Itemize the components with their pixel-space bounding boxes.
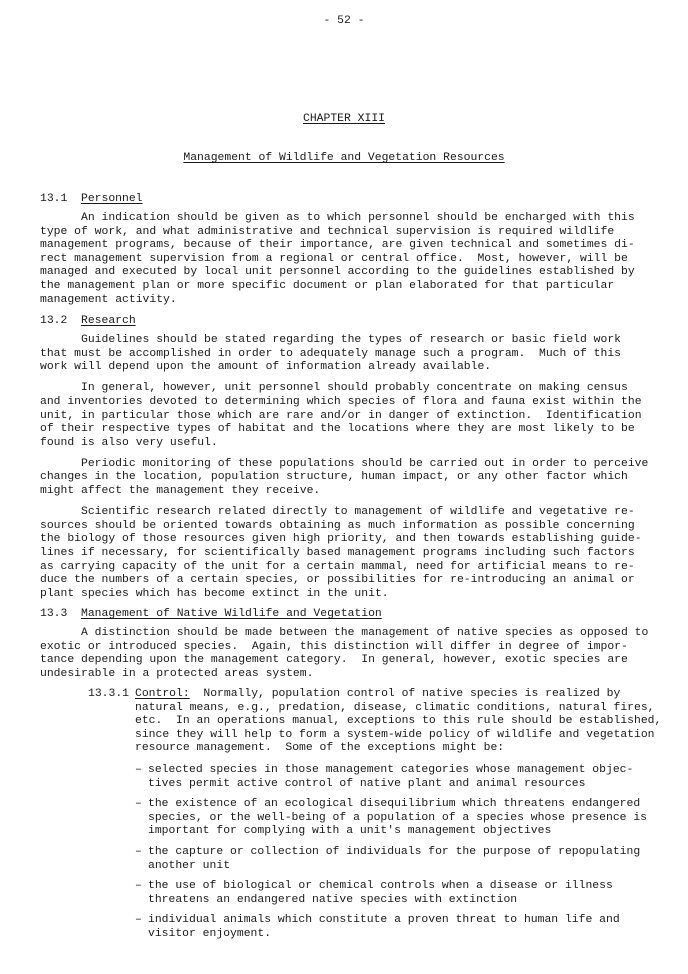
paragraph-line: exotic or introduced species. Again, this distinction will differ in degree of impor- [40,640,628,653]
paragraph-line: and inventories devoted to determining which species of flora and fauna exist within the [40,395,642,408]
subsection-number: 13.3.1 [88,688,130,700]
paragraph [40,212,660,307]
paragraph [40,382,660,450]
paragraph-line: resource management. Some of the exceptions might be: [135,742,505,755]
chapter-label [0,113,688,127]
section-number: 13.1 [40,193,68,205]
paragraph-line: sources should be oriented towards obtaining as much information as possible concerning [40,519,635,532]
chapter-number: CHAPTER XIII [302,113,386,125]
paragraph-line: An indication should be given as to which personnel should be encharged with this [81,212,635,225]
paragraph-line: Guidelines should be stated regarding the types of research or basic field work [81,334,622,347]
section-title: Personnel [81,193,143,205]
section-13-2 [40,315,660,601]
bullet-dash: – [135,914,142,926]
list-item [135,880,675,907]
section-heading [40,608,660,622]
paragraph [40,506,660,601]
paragraph-line: the biology of those resources given high priority, and then towards establishing guide- [40,533,642,546]
paragraph-line: managed and executed by local unit personnel according to the guidelines established by [40,266,635,279]
paragraph-line: might affect the management they receive. [40,485,321,498]
bullet-dash: – [135,798,142,810]
list-item-line: species, or the well-being of a population of a species whose presence is [148,811,647,824]
paragraph-line: Normally, population control of native species is realized by [189,688,621,700]
paragraph-line: since they will help to form a system-wide policy of wildlife and vegetation [135,728,655,741]
paragraph-line: etc. In an operations manual, exceptions to this rule should be established, [135,715,662,728]
paragraph-line: as carrying capacity of the unit for a certain mammal, need for artificial means to re- [40,560,635,573]
paragraph-line: work will depend upon the amount of information already available. [40,361,492,374]
section-heading [40,315,660,329]
section-13-1 [40,193,660,307]
section-heading [40,193,660,207]
paragraph [40,627,660,681]
paragraph-line: that must be accomplished in order to adequately manage such a program. Much of this [40,347,622,360]
paragraph-line: Periodic monitoring of these populations should be carried out in order to perceive [81,457,649,470]
paragraph-line: rect management supervision from a regional or central office. Most, however, will be [40,252,628,265]
paragraph [40,458,660,499]
list-item-line: visitor enjoyment. [148,927,272,940]
paragraph-line: In general, however, unit personnel should probably concentrate on making census [81,382,628,395]
paragraph [40,334,660,375]
paragraph-line: of their respective types of habitat and the locations where they are most likely to be [40,423,635,436]
list-item-line: important for complying with a unit's management objectives [148,825,552,838]
list-item-line: selected species in those management categories whose management objec- [148,764,634,776]
section-title: Research [81,315,136,327]
list-item-line: the use of biological or chemical controls when a disease or illness [148,880,613,892]
paragraph-line: undesirable in a protected areas system. [40,667,314,680]
list-item-line: individual animals which constitute a proven threat to human life and [148,914,620,926]
paragraph-line: A distinction should be made between the management of native species as opposed to [81,627,649,640]
list-item-line: tives permit active control of native plant and animal resources [148,777,586,790]
list-item-line: the existence of an ecological disequilibrium which threatens endangered [148,798,641,810]
paragraph-line: management programs, because of their importance, are given technical and sometimes di- [40,239,635,252]
paragraph-line: unit, in particular those which are rare and/or in danger of extinction. Identification [40,409,642,422]
paragraph-line: lines if necessary, for scientifically based management programs including such factors [40,546,635,559]
section-13-3 [40,608,660,681]
bullet-dash: – [135,880,142,892]
list-item [135,798,675,839]
subsection-13-3-1 [88,688,668,756]
paragraph-line: duce the numbers of a certain species, or possibilities for re-introducing an animal or [40,574,635,587]
paragraph-line: Scientific research related directly to management of wildlife and vegetative re- [81,506,635,519]
paragraph-line: the management plan or more specific document or plan elaborated for that particular [40,280,615,293]
paragraph-line: plant species which has become extinct in the unit. [40,587,389,600]
list-item [135,914,675,941]
paragraph-line: management activity. [40,293,177,306]
subsection-title: Control: [135,688,190,700]
paragraph-line: natural means, e.g., predation, disease, climatic conditions, natural fires, [135,701,655,714]
chapter-title-wrap [0,152,688,166]
paragraph-line: type of work, and what administrative and technical supervision is required wildlife [40,225,615,238]
section-title: Management of Native Wildlife and Vegetation [81,608,382,620]
section-number: 13.3 [40,608,68,620]
chapter-title: Management of Wildlife and Vegetation Resources [183,152,505,164]
bullet-dash: – [135,846,142,858]
list-item-line: threatens an endangered native species with extinction [148,893,518,906]
list-item [135,846,675,873]
section-number: 13.2 [40,315,68,327]
list-item-line: the capture or collection of individuals for the purpose of repopulating [148,846,641,858]
bullet-dash: – [135,764,142,776]
paragraph-line: changes in the location, population structure, human impact, or any other factor which [40,471,628,484]
page-number: - 52 - [323,15,365,27]
list-item [135,764,675,791]
subsection-first-line [88,688,668,702]
paragraph-line: found is also very useful. [40,436,218,449]
paragraph-line: tance depending upon the management category. In general, however, exotic species are [40,654,628,667]
list-item-line: another unit [148,859,231,872]
